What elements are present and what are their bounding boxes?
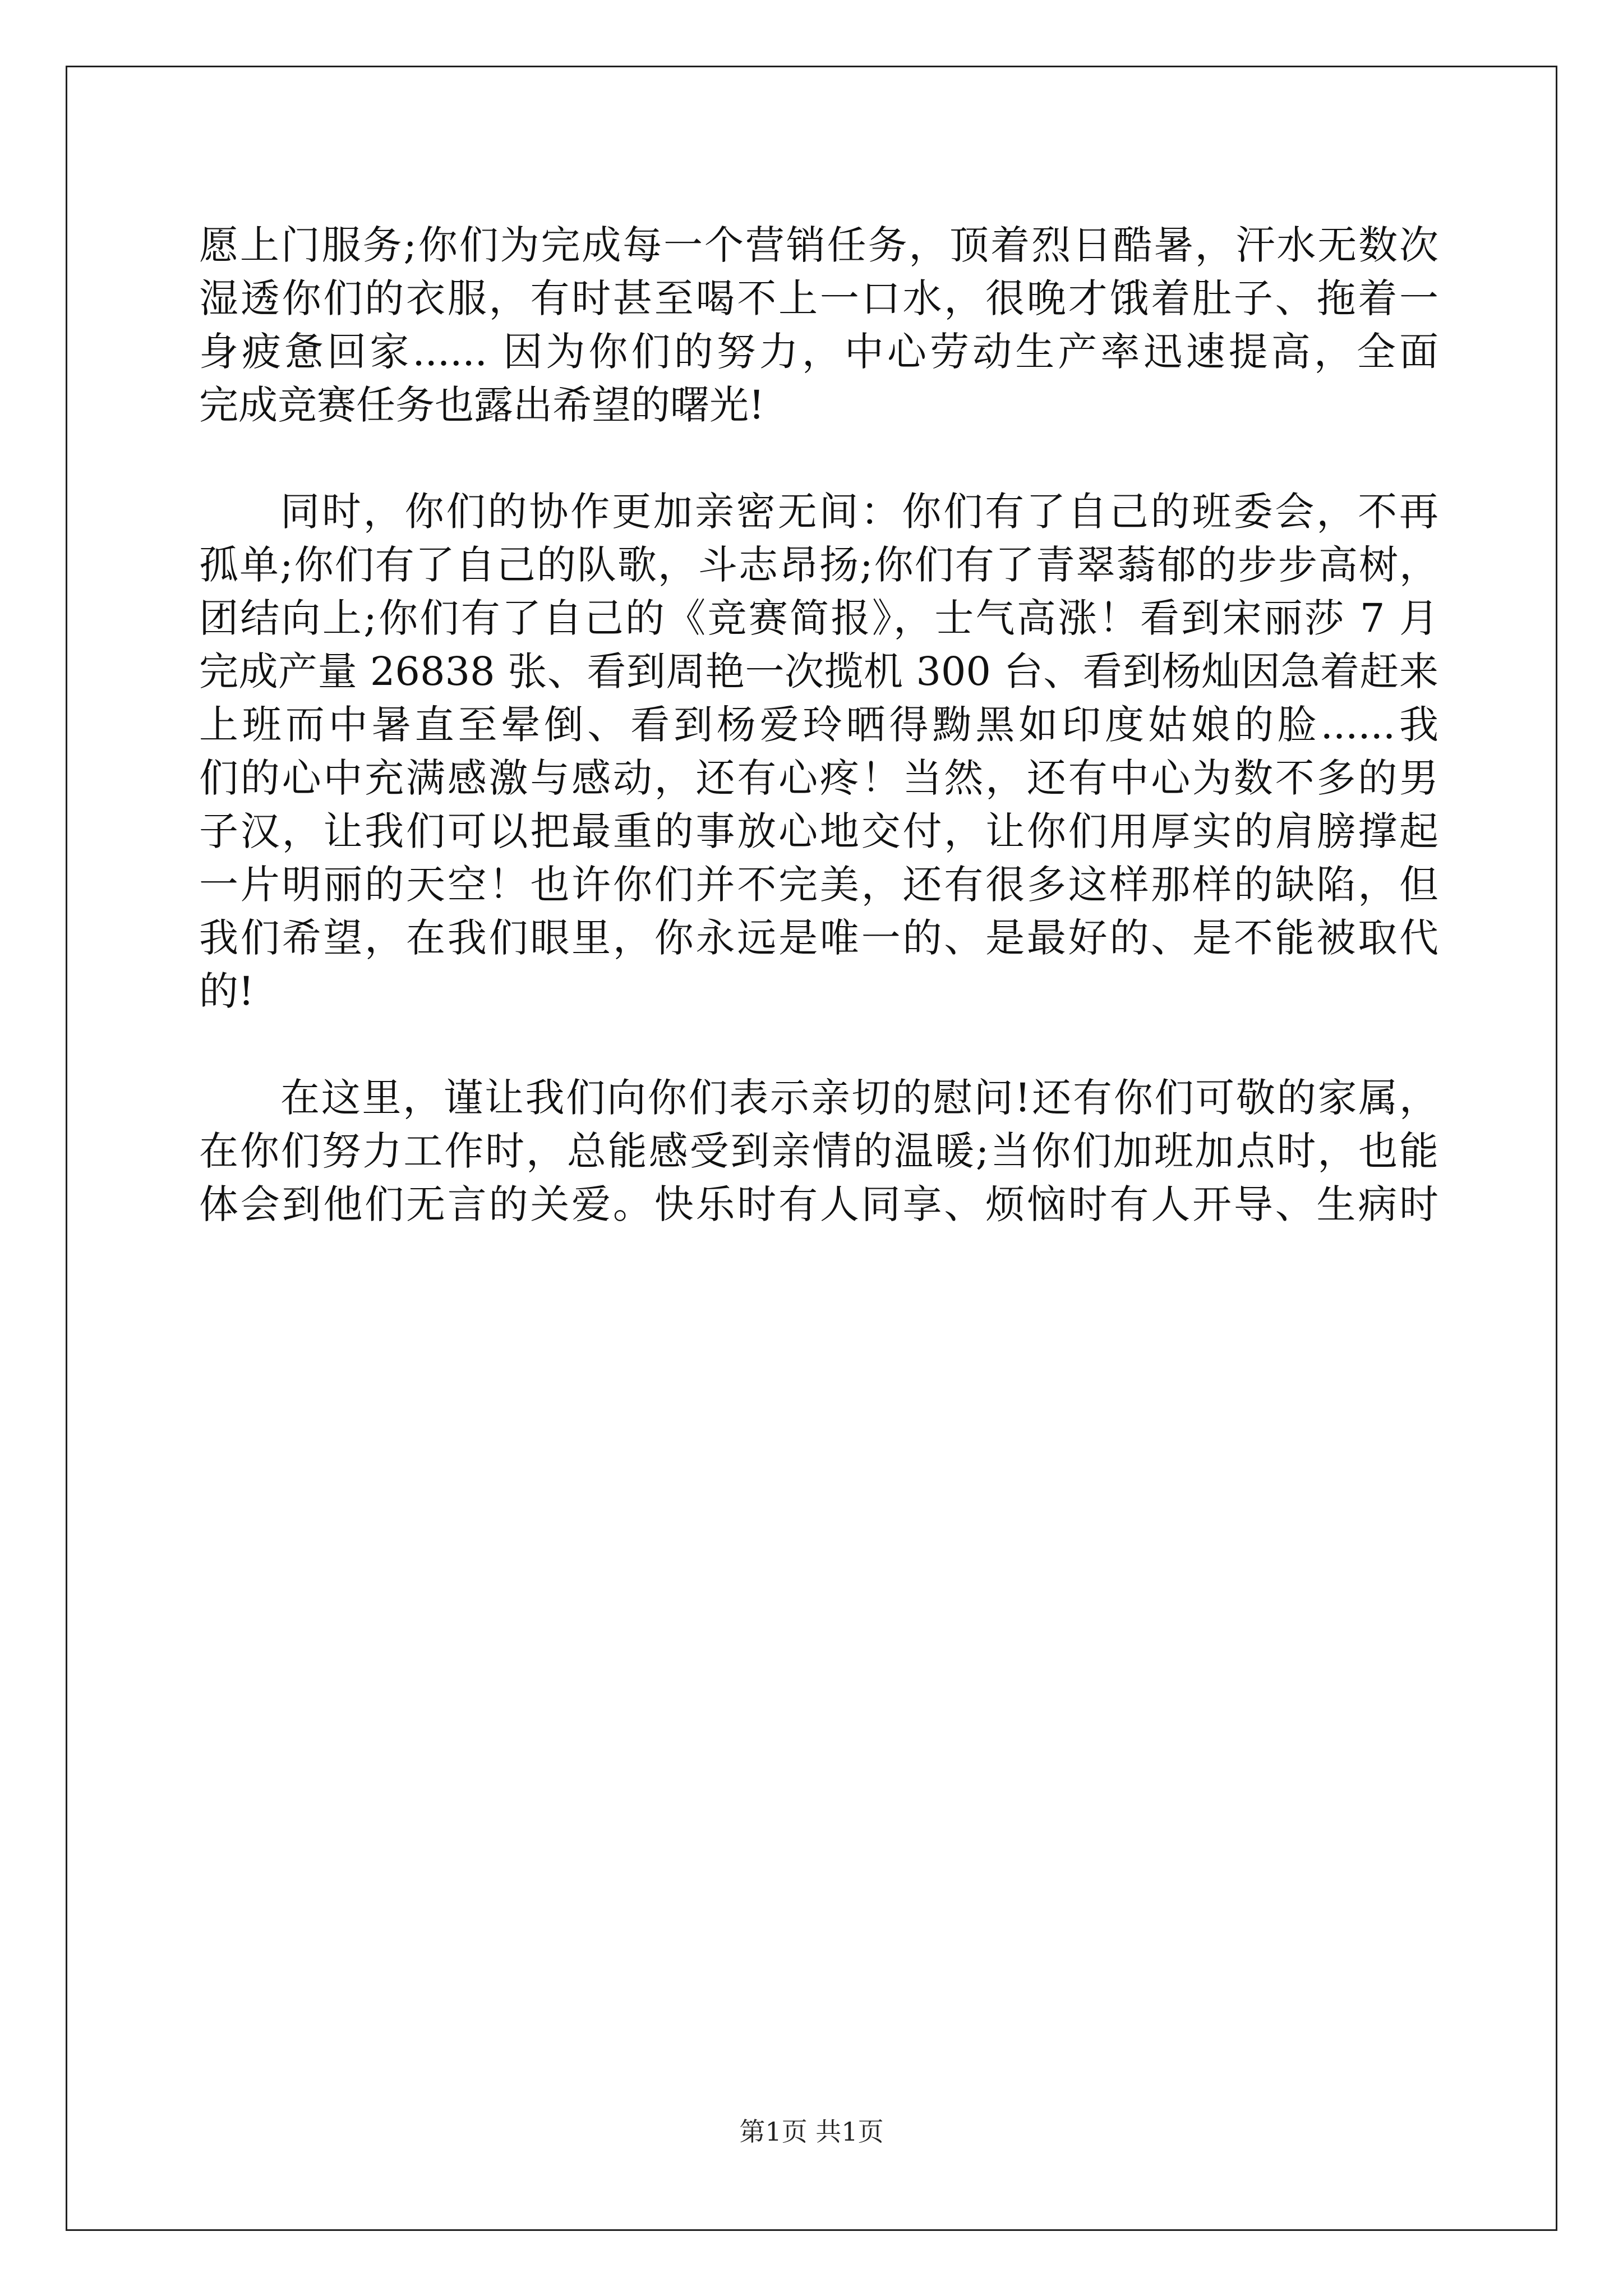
text-line: 在这里，谨让我们向你们表示亲切的慰问!还有你们可敬的家属，	[280, 1075, 1438, 1121]
text-line: 同时，你们的协作更加亲密无间：你们有了自己的班委会，不再	[280, 489, 1438, 535]
text-line: 湿透你们的衣服，有时甚至喝不上一口水，很晚才饿着肚子、拖着一	[199, 275, 1438, 321]
text-line: 完成产量 26838 张、看到周艳一次揽机 300 台、看到杨灿因急着赶来	[199, 648, 1438, 694]
text-line: 的!	[199, 968, 255, 1014]
text-line: 上班而中暑直至晕倒、看到杨爱玲晒得黝黑如印度姑娘的脸......我	[199, 702, 1438, 748]
text-line: 孤单;你们有了自己的队歌，斗志昂扬;你们有了青翠蓊郁的步步高树，	[199, 542, 1438, 588]
document-body	[199, 219, 1438, 1231]
text-line: 完成竞赛任务也露出希望的曙光!	[199, 382, 765, 428]
text-line: 一片明丽的天空！也许你们并不完美，还有很多这样那样的缺陷，但	[199, 862, 1438, 908]
text-line: 子汉，让我们可以把最重的事放心地交付，让你们用厚实的肩膀撑起	[199, 808, 1438, 854]
text-line: 团结向上;你们有了自己的《竞赛简报》，士气高涨！看到宋丽莎 7 月	[199, 595, 1438, 641]
text-line: 体会到他们无言的关爱。快乐时有人同享、烦恼时有人开导、生病时	[199, 1181, 1438, 1227]
text-line: 愿上门服务;你们为完成每一个营销任务，顶着烈日酷暑，汗水无数次	[199, 222, 1438, 268]
text-line: 在你们努力工作时，总能感受到亲情的温暖;当你们加班加点时，也能	[199, 1128, 1438, 1174]
text-line: 我们希望，在我们眼里，你永远是唯一的、是最好的、是不能被取代	[199, 915, 1438, 961]
text-line: 们的心中充满感激与感动，还有心疼！当然，还有中心为数不多的男	[199, 755, 1438, 801]
page-number-footer: 第1页 共1页	[739, 2116, 884, 2147]
text-line: 身疲惫回家...... 因为你们的努力，中心劳动生产率迅速提高，全面	[199, 329, 1438, 375]
